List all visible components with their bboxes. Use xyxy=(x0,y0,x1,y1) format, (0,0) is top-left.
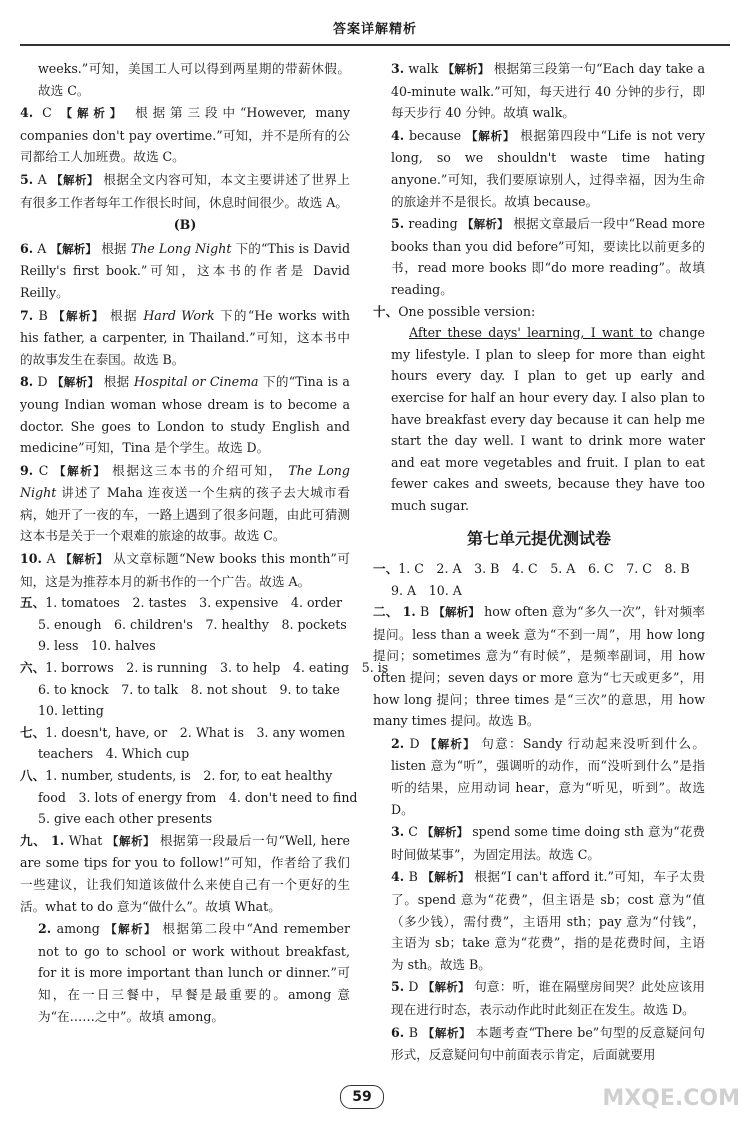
answer-item-10 xyxy=(20,548,350,592)
analysis-tag: 【解析】 xyxy=(433,605,480,620)
item-number: 1. xyxy=(50,832,65,848)
page-number: 59 xyxy=(340,1085,384,1109)
analysis-tag: 【解析】 xyxy=(51,375,100,390)
essay-heading: One possible version: xyxy=(398,303,536,319)
item-answer: B xyxy=(408,869,418,885)
item-explanation: 句意：Sandy 行动起来没听到什么。listen 意为“听”，强调听的动作，而“没听到什么”是指听的结果，应用动词 hear，意为“听见，听到”。故选 D。 xyxy=(391,735,705,817)
item-number: 5. xyxy=(20,171,34,187)
watermark-logo: MXQE.COM xyxy=(602,1086,740,1111)
book-title: Hospital or Cinema xyxy=(133,374,259,390)
answer-item-8 xyxy=(20,371,350,458)
section-5 xyxy=(20,592,350,657)
answer-item-9-1 xyxy=(20,830,350,917)
item-answer: B xyxy=(408,1024,419,1040)
section-line xyxy=(373,301,705,323)
item-number: 1. xyxy=(402,604,416,620)
item-number: 10. xyxy=(20,551,42,567)
item-number: 7. xyxy=(20,307,34,323)
answer-item-7 xyxy=(20,305,350,371)
page-header xyxy=(20,0,730,46)
section-7 xyxy=(20,722,350,765)
answer-item-2-4 xyxy=(373,866,705,975)
item-explanation: 根据第一段最后一句“Well, here are some tips for you to follow!”可知，作者给了我们一些建议，让我们知道该做什么来使自己有一个更好的生活。what to do 意为“做什么”。故填 What。 xyxy=(20,832,350,914)
right-column xyxy=(373,58,705,1066)
analysis-tag: 【解析】 xyxy=(424,736,476,751)
answer-item-5 xyxy=(20,169,350,213)
item-number: 2. xyxy=(391,735,405,751)
item-number: 3. xyxy=(391,61,405,76)
section-line: 6. to knock 7. to talk 8. not shout 9. to take xyxy=(38,681,340,697)
section-line xyxy=(373,558,705,580)
unit-title: 第七单元提优测试卷 xyxy=(466,529,611,549)
item-explanation: 根据第三段中“However, many companies don't pay overtime.”可知，并不是所有的公司都给工人加班费。故选 C。 xyxy=(20,105,350,165)
analysis-tag: 【解析】 xyxy=(422,980,470,995)
item-explanation: 根据第四段中“Life is not very long, so we shouldn't waste time hating anyone.”可知，我们要原谅别人，过得幸福，因为生命的旅途并不是很长。故填 because。 xyxy=(391,127,706,209)
explanation-post: 讲述了 Maha 连夜送一个生病的孩子去大城市看病，她开了一夜的车，一路上遇到了很多问题，由此可猜测这本书是关于一个艰难的旅途的故事。故选 C。 xyxy=(20,485,350,544)
item-explanation: 根据第二段中“And remember not to go to school or work without breakfast, for it is more important than lunch or dinner.”可知，在一日三餐中，早餐是最重要的。among 意为“在……之中”。故填 among。 xyxy=(38,921,350,1024)
item-explanation: how often 意为“多久一次”，针对频率提问。less than a week 意为“不到一周”，用 how long 提问；sometimes 意为“有时候”，是频率副词，用 how often 提问；seven days or more 意为“七天或更多”，用 how long 提问；three times 是“三次”的意思，用 how many times 提问。故选 B。 xyxy=(373,604,705,729)
section-1 xyxy=(373,558,705,601)
section-label: 十、 xyxy=(373,303,399,319)
essay-body: change my lifestyle. I plan to sleep for more than eight hours every day. I plan to get up early and exercise for half an hour every day. I also plan to have breakfast every day because it can help me start the day well. I want to drink more water and eat more vegetables and fruit. I plan to eat fewer cakes and sweets, because they have too much sugar. xyxy=(391,325,705,513)
item-number: 4. xyxy=(391,127,405,143)
section-label: 七、 xyxy=(20,724,46,740)
analysis-tag: 【解析】 xyxy=(105,922,157,937)
item-answer: D xyxy=(37,374,48,390)
section-label: 九、 xyxy=(20,832,47,848)
item-answer: walk xyxy=(408,61,439,76)
item-answer: C xyxy=(408,824,418,840)
item-explanation: 根据“I can't afford it.”可知，车子太贵了。spend 意为“花费”，但主语是 sb；cost 意为“值（多少钱），需付费”，主语用 sth；pay 意为“付钱”，主语为 sb；take 意为“花费”，指的是花费时间，主语为 sth。故选 B。 xyxy=(391,869,705,972)
item-answer: What xyxy=(68,832,103,848)
item-number: 5. xyxy=(391,216,405,232)
item-answer: A xyxy=(37,240,47,256)
section-line: 10. letting xyxy=(38,703,104,719)
carryover-text: weeks.”可知，美国工人可以得到两星期的带薪休假。故选 C。 xyxy=(38,61,350,98)
analysis-tag: 【解析】 xyxy=(465,128,516,143)
explanation-pre: 根据 xyxy=(101,240,127,256)
analysis-tag: 【解析】 xyxy=(422,1025,472,1040)
item-explanation: 句意：听，谁在隔壁房间哭？此处应该用现在进行时态，表示动作此时此刻正在发生。故选 D。 xyxy=(391,979,705,1017)
section-line: teachers 4. Which cup xyxy=(38,746,190,762)
answer-item-5 xyxy=(373,213,705,300)
analysis-tag: 【解析】 xyxy=(461,217,509,232)
essay-first-line: After these days' learning, I want to xyxy=(409,325,653,341)
section-line: food 3. lots of energy from 4. don't need to find xyxy=(38,789,358,805)
section-line xyxy=(20,722,350,744)
item-number: 4. xyxy=(20,105,34,121)
item-answer: A xyxy=(37,171,47,187)
answer-item-2-6 xyxy=(373,1022,705,1066)
explanation-pre: 根据 xyxy=(110,307,138,323)
answer-item-2-5 xyxy=(373,976,705,1020)
section-2 xyxy=(373,601,705,1065)
answer-item-9-2 xyxy=(20,918,350,1027)
answer-item-6 xyxy=(20,238,350,304)
item-number: 6. xyxy=(391,1024,405,1040)
item-answer: B xyxy=(38,307,48,323)
left-column xyxy=(20,58,389,1027)
section-line: 5. enough 6. children's 7. healthy 8. pockets xyxy=(38,616,347,632)
item-explanation: 根据第三段第一句“Each day take a 40-minute walk.”可知，每天进行 40 分钟的步行，即每天步行 40 分钟。故填 walk。 xyxy=(391,61,705,121)
item-answer: B xyxy=(419,604,430,620)
analysis-tag: 【解析】 xyxy=(54,463,107,478)
section-10 xyxy=(373,301,705,517)
section-label: 一、 xyxy=(373,561,399,577)
book-title: The Long Night xyxy=(130,240,232,256)
analysis-tag: 【解析】 xyxy=(106,833,156,848)
explanation-post: 下的“He works with his father, a carpenter, in Thailand.”可知，这本书中的故事发生在泰国。故选 B。 xyxy=(20,307,350,367)
section-8 xyxy=(20,765,358,830)
section-answers: 1. doesn't, have, or 2. What is 3. any women xyxy=(45,724,346,740)
item-explanation: 根据文章最后一段中“Read more books than you did before”可知，要读比以前更多的书，read more books 即“do more reading”。故填 reading。 xyxy=(391,216,705,297)
section-answers: 1. C 2. A 3. B 4. C 5. A 6. C 7. C 8. B xyxy=(398,561,690,577)
section-label: 八、 xyxy=(20,768,46,783)
item-number: 5. xyxy=(391,979,405,995)
section-line xyxy=(20,592,350,614)
sample-essay xyxy=(373,322,705,516)
answer-item-2-2 xyxy=(373,733,705,820)
analysis-tag: 【解析】 xyxy=(53,308,105,323)
item-answer: reading xyxy=(408,216,458,232)
section-label: 六、 xyxy=(20,660,46,676)
item-explanation: 本题考查“There be”句型的反意疑问句形式，反意疑问句中前面表示肯定，后面就要用 xyxy=(391,1024,705,1063)
item-answer: because xyxy=(409,127,462,143)
answer-item-9 xyxy=(20,460,350,547)
item-number: 2. xyxy=(38,921,52,937)
item-explanation: 从文章标题“New books this month”可知，这是为推荐本月的新书作的一个广告。故选 A。 xyxy=(20,551,350,589)
section-answers: 1. tomatoes 2. tastes 3. expensive 4. order xyxy=(45,595,343,611)
item-answer: C xyxy=(38,462,49,478)
section-label: 五、 xyxy=(20,595,46,611)
section-answers: 1. borrows 2. is running 3. to help 4. eating 5. is xyxy=(45,660,389,676)
analysis-tag: 【解析】 xyxy=(60,106,127,121)
item-explanation: 根据全文内容可知，本文主要讲述了世界上有很多工作者每年工作很长时间，休息时间很少。故选 A。 xyxy=(20,171,350,210)
analysis-tag: 【解析】 xyxy=(442,62,490,76)
section-line: 9. A 10. A xyxy=(391,582,462,598)
explanation-pre: 根据 xyxy=(103,374,130,390)
analysis-tag: 【解析】 xyxy=(51,172,99,187)
item-answer: D xyxy=(409,735,420,751)
item-number: 4. xyxy=(391,869,405,885)
answer-item-2-3 xyxy=(373,821,705,865)
book-title: The Long Night xyxy=(20,462,350,501)
section-6 xyxy=(20,657,389,722)
explanation-post: 下的“This is David Reilly's first book.”可知，这本书的作者是 David Reilly。 xyxy=(20,240,351,300)
explanation-pre: 根据这三本书的介绍可知， xyxy=(112,462,283,478)
item-number: 6. xyxy=(20,240,34,256)
item-answer: A xyxy=(46,551,56,567)
answer-item-3 xyxy=(373,58,705,124)
item-number: 9. xyxy=(20,462,34,478)
section-9 xyxy=(20,830,350,1027)
item-answer: C xyxy=(42,105,52,121)
item-answer: D xyxy=(408,979,419,995)
book-title: Hard Work xyxy=(143,307,215,323)
explanation-post: 下的“Tina is a young Indian woman whose dream is to become a doctor. She goes to London to study English and medicine”可知，Tina 是个学生。故选 D。 xyxy=(20,374,350,456)
answer-item-4 xyxy=(373,125,705,212)
analysis-tag: 【解析】 xyxy=(60,552,109,567)
analysis-tag: 【解析】 xyxy=(421,825,469,840)
item-number: 8. xyxy=(20,374,34,390)
analysis-tag: 【解析】 xyxy=(50,241,98,256)
section-line xyxy=(20,765,350,787)
answer-item-2-1 xyxy=(373,601,705,732)
analysis-tag: 【解析】 xyxy=(422,870,470,885)
part-b-heading: (B) xyxy=(173,217,197,233)
item-answer: among xyxy=(56,921,100,937)
section-line: 9. less 10. halves xyxy=(38,638,156,654)
answer-item-4 xyxy=(20,102,350,168)
item-number: 3. xyxy=(391,824,405,840)
section-answers: 1. number, students, is 2. for, to eat healthy xyxy=(45,768,333,783)
section-line xyxy=(20,657,389,679)
header-title: 答案详解精析 xyxy=(332,22,417,37)
section-label: 二、 xyxy=(373,604,399,620)
section-line: 5. give each other presents xyxy=(38,811,213,827)
item-explanation: spend some time doing sth 意为“花费时间做某事”，为固定用法。故选 C。 xyxy=(391,824,705,862)
